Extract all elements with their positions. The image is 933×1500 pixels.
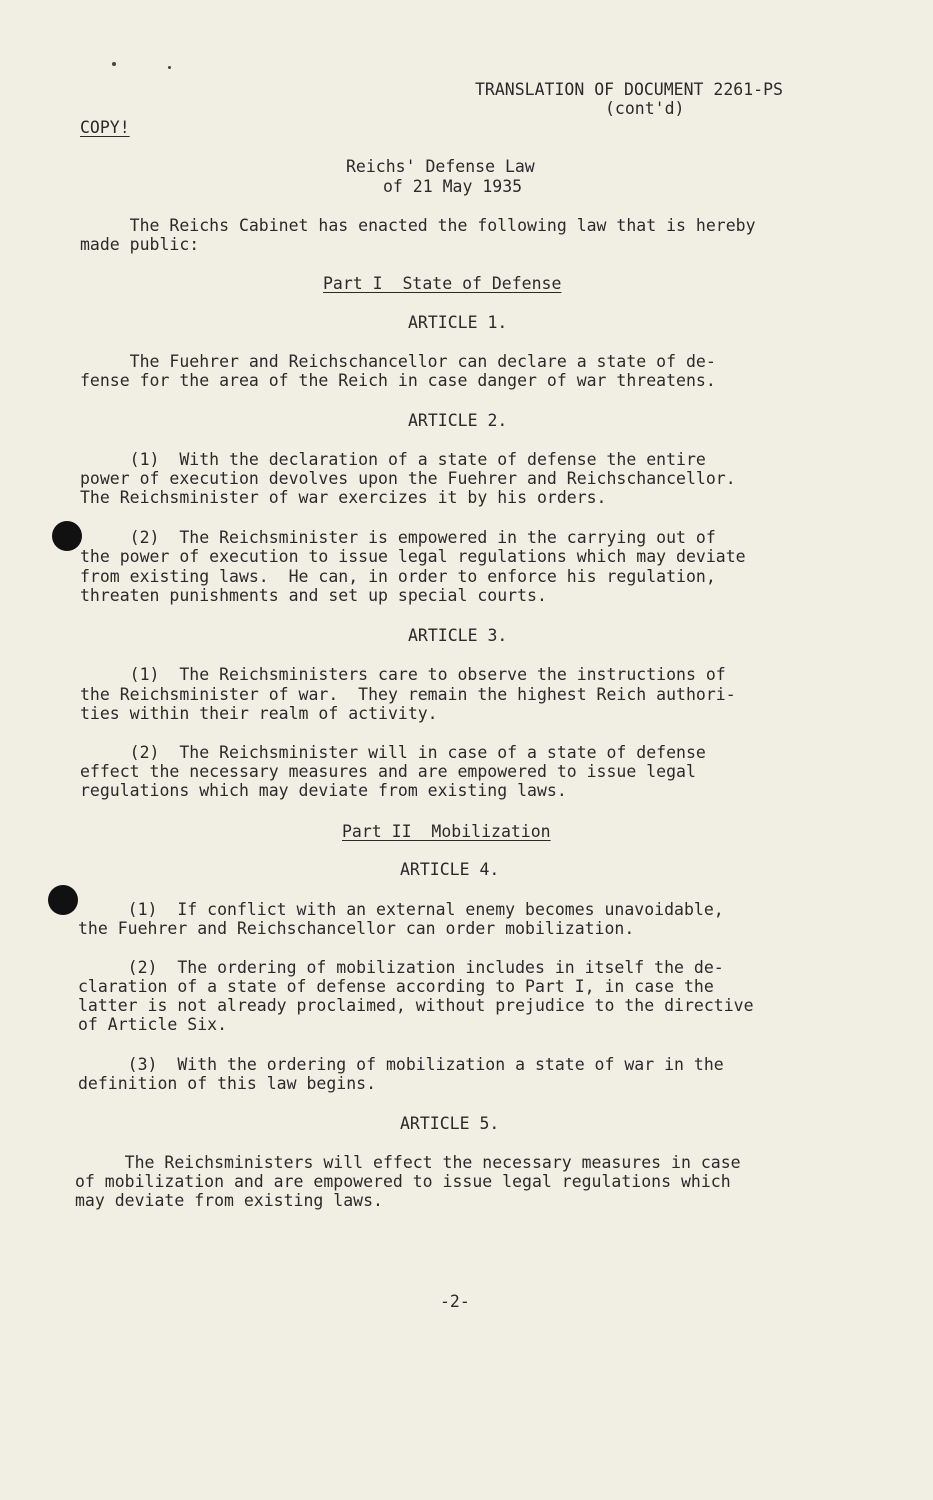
article-5-text: The Reichsministers will effect the necessary measures in case: [75, 1153, 741, 1172]
article-4-text: latter is not already proclaimed, without prejudice to the directive: [78, 996, 754, 1015]
part-1-heading: Part I State of Defense: [323, 274, 562, 293]
law-date: of 21 May 1935: [383, 177, 523, 196]
article-3-text: regulations which may deviate from existing laws.: [80, 781, 567, 800]
article-4-text: (1) If conflict with an external enemy becomes unavoidable,: [78, 900, 724, 919]
article-4-text: the Fuehrer and Reichschancellor can order mobilization.: [78, 919, 635, 938]
punch-hole-upper: [52, 521, 82, 551]
translation-header-line1: TRANSLATION OF DOCUMENT 2261-PS: [475, 80, 783, 99]
article-3-text: (1) The Reichsministers care to observe the instructions of: [80, 665, 726, 684]
article-3-heading: ARTICLE 3.: [408, 626, 508, 645]
preamble-line: The Reichs Cabinet has enacted the following law that is hereby: [80, 216, 756, 235]
article-4-text: definition of this law begins.: [78, 1074, 377, 1093]
article-4-text: (2) The ordering of mobilization includes in itself the de-: [78, 958, 724, 977]
article-5-text: of mobilization and are empowered to issue legal regulations which: [75, 1172, 731, 1191]
article-5-text: may deviate from existing laws.: [75, 1191, 383, 1210]
article-4-text: claration of a state of defense according to Part I, in case the: [78, 977, 714, 996]
translation-header-line2: (cont'd): [605, 99, 685, 118]
copy-mark: COPY!: [80, 118, 130, 137]
preamble-line: made public:: [80, 235, 200, 254]
punch-hole-lower: [48, 885, 78, 915]
article-2-text: threaten punishments and set up special courts.: [80, 586, 547, 605]
article-4-text: (3) With the ordering of mobilization a state of war in the: [78, 1055, 724, 1074]
article-4-heading: ARTICLE 4.: [400, 860, 500, 879]
article-2-text: The Reichsminister of war exercizes it by his orders.: [80, 488, 607, 507]
article-4-text: of Article Six.: [78, 1015, 228, 1034]
article-3-text: (2) The Reichsminister will in case of a state of defense: [80, 743, 706, 762]
article-2-text: from existing laws. He can, in order to enforce his regulation,: [80, 567, 716, 586]
paper-speck: [112, 62, 116, 66]
article-2-heading: ARTICLE 2.: [408, 411, 508, 430]
article-2-text: (2) The Reichsminister is empowered in the carrying out of: [80, 528, 716, 547]
article-1-heading: ARTICLE 1.: [408, 313, 508, 332]
page-number: -2-: [440, 1292, 470, 1311]
law-title: Reichs' Defense Law: [346, 157, 535, 176]
article-2-text: (1) With the declaration of a state of defense the entire: [80, 450, 706, 469]
article-2-text: the power of execution to issue legal regulations which may deviate: [80, 547, 746, 566]
article-3-text: the Reichsminister of war. They remain the highest Reich authori-: [80, 685, 736, 704]
article-2-text: power of execution devolves upon the Fuehrer and Reichschancellor.: [80, 469, 736, 488]
paper-speck: [168, 66, 171, 69]
article-5-heading: ARTICLE 5.: [400, 1114, 500, 1133]
article-3-text: ties within their realm of activity.: [80, 704, 438, 723]
article-1-text: fense for the area of the Reich in case danger of war threatens.: [80, 371, 716, 390]
part-2-heading: Part II Mobilization: [342, 822, 551, 841]
article-3-text: effect the necessary measures and are empowered to issue legal: [80, 762, 696, 781]
article-1-text: The Fuehrer and Reichschancellor can declare a state of de-: [80, 352, 716, 371]
